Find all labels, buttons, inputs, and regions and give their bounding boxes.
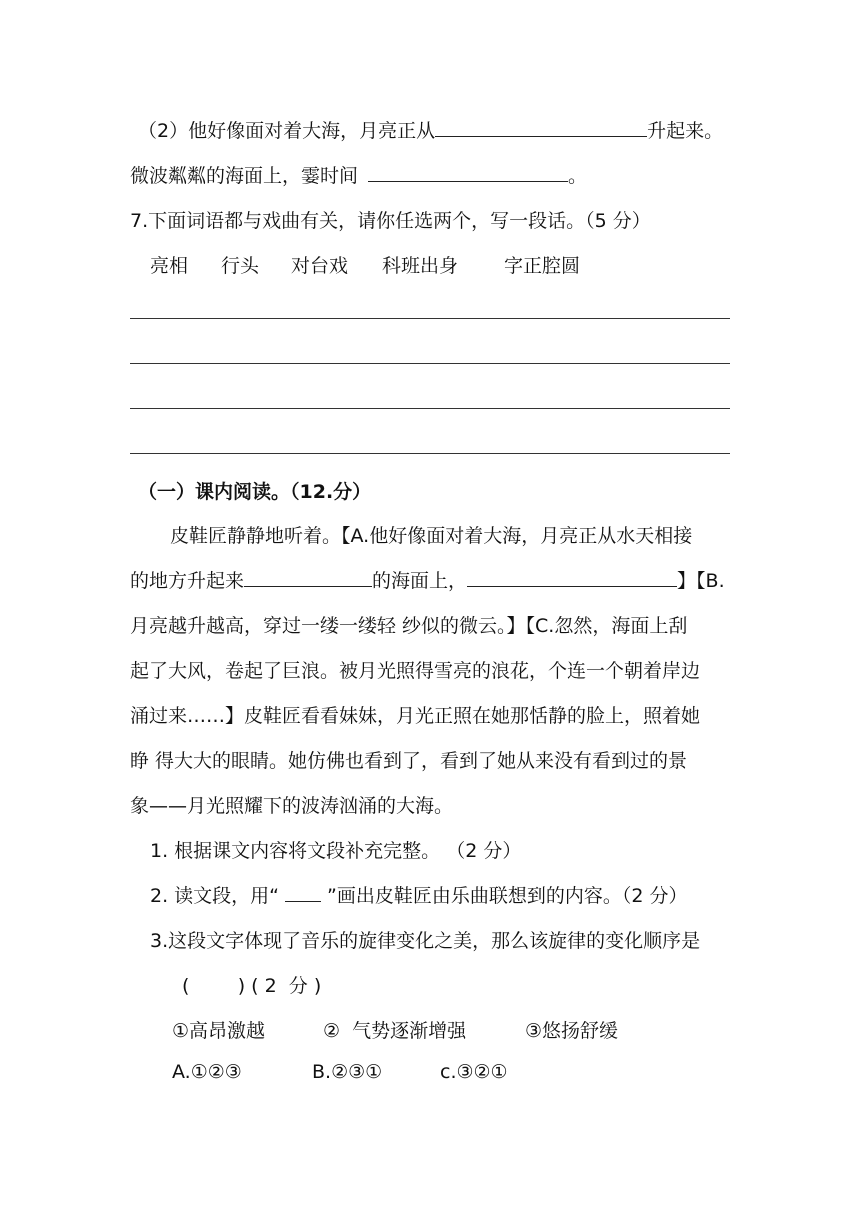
q6-line2-pre: 微波粼粼的海面上，霎时间 [130, 165, 359, 187]
question-3-answer-paren[interactable]: ( ) ( 2 分 ) [182, 975, 322, 997]
passage-line-6: 睁 得大大的眼睛。她仿佛也看到了，看到了她从来没有看到过的景 [130, 750, 688, 772]
option-c[interactable]: c.③②① [440, 1061, 508, 1083]
item-1: ①高昂激越 [172, 1020, 266, 1042]
passage-line-1: 皮鞋匠静静地听着。【A.他好像面对着大海，月亮正从水天相接 [170, 525, 693, 547]
question-3-items [0, 1016, 860, 1046]
passage-line-2-post: 】【B. [677, 570, 725, 592]
question-2-pre: 2. 读文段，用“ [150, 885, 280, 907]
q6-blank-1[interactable] [435, 135, 647, 137]
item-3: ③悠扬舒缓 [525, 1020, 619, 1042]
q6-line1 [138, 116, 723, 143]
passage-line-5: 涌过来……】皮鞋匠看看妹妹，月光正照在她那恬静的脸上，照着她 [130, 705, 701, 727]
answer-line-2[interactable] [130, 363, 730, 364]
question-2-post: ”画出皮鞋匠由乐曲联想到的内容。（2 分） [327, 885, 688, 907]
q7-word-5: 字正腔圆 [504, 255, 581, 277]
q6-line2 [130, 161, 587, 188]
passage-line-2-mid: 的海面上， [372, 570, 468, 592]
option-b[interactable]: B.②③① [312, 1061, 383, 1083]
q7-word-4: 科班出身 [382, 255, 459, 277]
q7-word-3: 对台戏 [291, 255, 349, 277]
item-2: ② 气势逐渐增强 [323, 1020, 467, 1042]
question-2-underline-sample [285, 900, 321, 902]
option-a[interactable]: A.①②③ [172, 1061, 242, 1083]
passage-line-4: 起了大风，卷起了巨浪。被月光照得雪亮的浪花，个连一个朝着岸边 [130, 660, 701, 682]
q7-word-list [0, 251, 860, 281]
q6-line1-post: 升起来。 [647, 120, 724, 142]
q6-line1-pre: （2）他好像面对着大海，月亮正从 [138, 120, 436, 142]
q6-line2-post: 。 [568, 165, 588, 187]
q6-blank-2[interactable] [368, 180, 568, 182]
question-1: 1. 根据课文内容将文段补充完整。 （2 分） [150, 840, 522, 862]
passage-blank-2[interactable] [467, 585, 677, 587]
passage-line-7: 象——月光照耀下的波涛汹涌的大海。 [130, 795, 454, 817]
answer-line-3[interactable] [130, 408, 730, 409]
passage-line-2-pre: 的地方升起来 [130, 570, 245, 592]
question-2 [150, 881, 688, 908]
question-3-options [0, 1061, 860, 1091]
q7-prompt: 7.下面词语都与戏曲有关，请你任选两个，写一段话。（5 分） [130, 210, 651, 232]
passage-line-3: 月亮越升越高，穿过一缕一缕轻 纱似的微云。】【C.忽然，海面上刮 [130, 615, 688, 637]
q7-word-2: 行头 [221, 255, 260, 277]
answer-line-4[interactable] [130, 453, 730, 454]
question-3: 3.这段文字体现了音乐的旋律变化之美，那么该旋律的变化顺序是 [150, 930, 701, 952]
passage-blank-1[interactable] [244, 585, 372, 587]
passage-line-2 [130, 566, 725, 593]
section-heading: （一）课内阅读。（12.分） [138, 481, 372, 503]
answer-line-1[interactable] [130, 318, 730, 319]
q7-word-1: 亮相 [150, 255, 189, 277]
